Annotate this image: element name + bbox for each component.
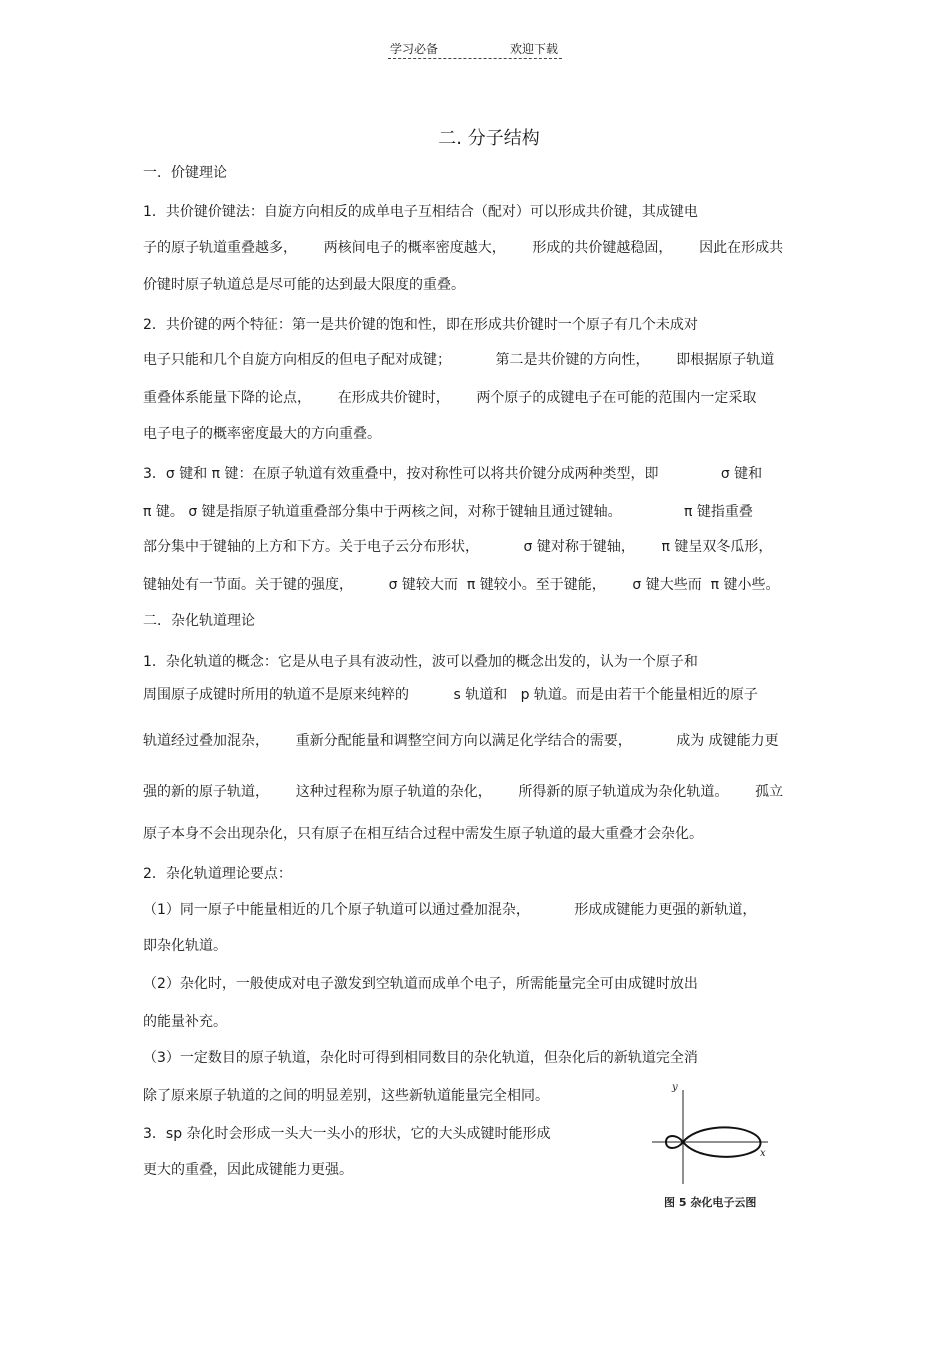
paragraph-line: π 键。 σ 键是指原子轨道重叠部分集中于两核之间，对称于键轴且通过键轴。 π 键指重叠	[143, 504, 753, 520]
paragraph-line: 强的新的原子轨道， 这种过程称为原子轨道的杂化， 所得新的原子轨道成为杂化轨道。 孤立	[143, 784, 784, 800]
paragraph-line: 电子电子的概率密度最大的方向重叠。	[143, 426, 381, 442]
paragraph-line: 重叠体系能量下降的论点， 在形成共价键时， 两个原子的成键电子在可能的范围内一定采取	[143, 390, 757, 406]
paragraph-line: 电子只能和几个自旋方向相反的但电子配对成键； 第二是共价键的方向性， 即根据原子轨道	[143, 352, 775, 368]
hybrid-orbital-figure	[646, 1076, 796, 1216]
paragraph-line: 子的原子轨道重叠越多， 两核间电子的概率密度越大， 形成的共价键越稳固， 因此在形成共	[143, 240, 784, 256]
paragraph-line: 周围原子成键时所用的轨道不是原来纯粹的 s 轨道和 p 轨道。而是由若干个能量相近的原子	[143, 687, 758, 703]
paragraph-line: 部分集中于键轴的上方和下方。关于电子云分布形状， σ 键对称于键轴， π 键呈双冬瓜形，	[143, 539, 773, 555]
paragraph-line: 键轴处有一节面。关于键的强度， σ 键较大而 π 键较小。至于键能， σ 键大些而 π 键小些。	[143, 577, 780, 593]
paragraph-line: 价键时原子轨道总是尽可能的达到最大限度的重叠。	[143, 277, 465, 293]
paragraph-line: 即杂化轨道。	[143, 938, 227, 954]
header-right-text: 欢迎下载	[509, 42, 558, 56]
page-title: 二. 分子结构	[438, 128, 540, 149]
section-heading: 一．价键理论	[143, 165, 227, 181]
paragraph-line: 1．共价键价键法：自旋方向相反的成单电子互相结合（配对）可以形成共价键，其成键电	[143, 204, 698, 220]
paragraph-line: （2）杂化时，一般使成对电子激发到空轨道而成单个电子，所需能量完全可由成键时放出	[143, 976, 698, 992]
paragraph-line: 2．杂化轨道理论要点：	[143, 866, 292, 882]
y-axis-label: y	[672, 1082, 678, 1093]
paragraph-line: 2．共价键的两个特征：第一是共价键的饱和性，即在形成共价键时一个原子有几个未成对	[143, 317, 698, 333]
paragraph-line: 3．σ 键和 π 键：在原子轨道有效重叠中，按对称性可以将共价键分成两种类型，即 σ 键和	[143, 466, 763, 482]
paragraph-line: 更大的重叠，因此成键能力更强。	[143, 1162, 353, 1178]
x-axis-label: x	[760, 1148, 766, 1159]
figure-caption: 图 5 杂化电子云图	[664, 1196, 757, 1209]
paragraph-line: （1）同一原子中能量相近的几个原子轨道可以通过叠加混杂， 形成成键能力更强的新轨道，	[143, 902, 757, 918]
section-heading: 二．杂化轨道理论	[143, 613, 255, 629]
paragraph-line: 原子本身不会出现杂化，只有原子在相互结合过程中需发生原子轨道的最大重叠才会杂化。	[143, 826, 703, 842]
paragraph-line: 的能量补充。	[143, 1014, 227, 1030]
orbital-diagram	[646, 1076, 796, 1216]
paragraph-line: 1．杂化轨道的概念：它是从电子具有波动性，波可以叠加的概念出发的，认为一个原子和	[143, 654, 698, 670]
page-header	[388, 40, 562, 59]
paragraph-line: 除了原来原子轨道的之间的明显差别，这些新轨道能量完全相同。	[143, 1088, 549, 1104]
paragraph-line: 3．sp 杂化时会形成一头大一头小的形状，它的大头成键时能形成	[143, 1126, 551, 1142]
paragraph-line: （3）一定数目的原子轨道，杂化时可得到相同数目的杂化轨道，但杂化后的新轨道完全消	[143, 1050, 698, 1066]
header-left-text: 学习必备	[390, 42, 439, 56]
paragraph-line: 轨道经过叠加混杂， 重新分配能量和调整空间方向以满足化学结合的需要， 成为 成键能力更	[143, 733, 779, 749]
